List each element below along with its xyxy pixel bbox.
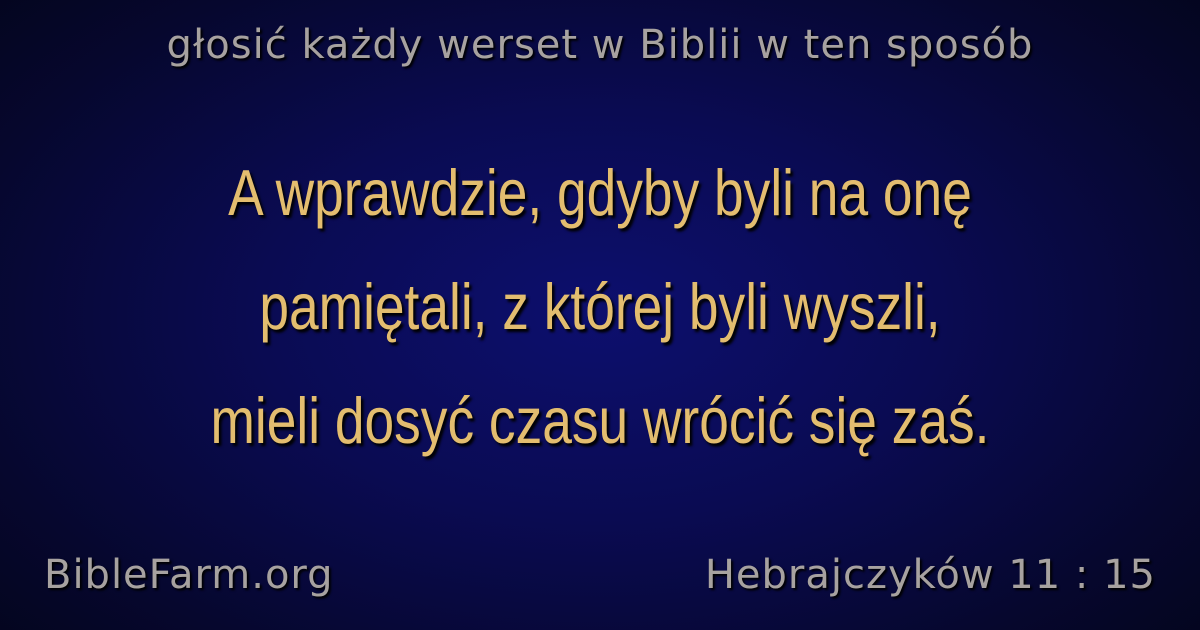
verse-text (141, 136, 1059, 478)
site-name: BibleFarm.org (44, 552, 334, 598)
tagline-banner: głosić każdy werset w Biblii w ten sposób (166, 22, 1034, 68)
verse-line: mieli dosyć czasu wrócić się zaś. (210, 384, 990, 457)
verse-line: pamiętali, z której byli wyszli, (259, 270, 941, 343)
verse-reference: Hebrajczyków 11 : 15 (704, 552, 1156, 598)
verse-line: A wprawdzie, gdyby byli na onę (228, 156, 972, 229)
